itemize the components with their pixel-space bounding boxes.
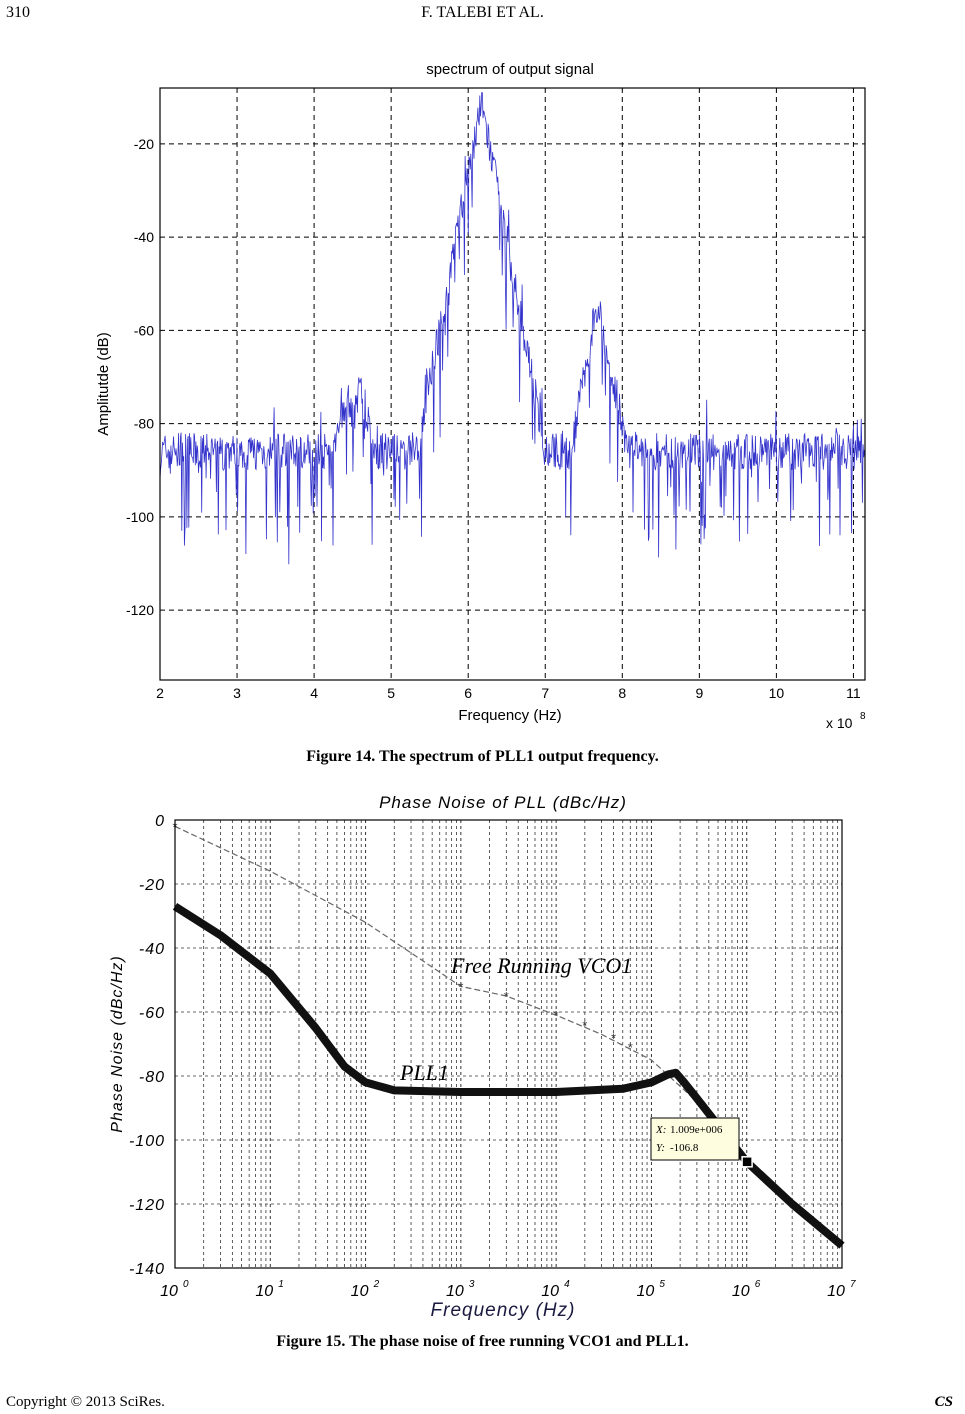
x-tick-exponent: 7 <box>850 1279 856 1290</box>
x-tick-label: 2 <box>156 685 164 701</box>
x-tick-exponent: 2 <box>373 1279 380 1290</box>
x-tick-exponent: 3 <box>468 1279 475 1290</box>
tick-labels <box>126 136 861 701</box>
plot-frame <box>175 820 842 1268</box>
x-tick-label: 10 <box>827 1283 845 1300</box>
y-tick-label: -80 <box>138 1069 165 1086</box>
plot-frame <box>160 88 865 680</box>
x-tick-label: 7 <box>541 685 550 701</box>
x-tick-label: 3 <box>233 685 241 701</box>
x-tick-exponent: 0 <box>183 1279 189 1290</box>
vco1-marker: * <box>582 1017 588 1033</box>
x-axis-label: Frequency (Hz) <box>430 1300 576 1321</box>
vco1-marker: * <box>172 819 178 835</box>
pll1-series-label: PLL1 <box>400 1060 449 1085</box>
copyright: Copyright © 2013 SciRes. <box>6 1394 165 1410</box>
chart-title: Phase Noise of PLL (dBc/Hz) <box>379 793 627 812</box>
datatip-marker <box>742 1157 752 1167</box>
grid <box>160 88 865 680</box>
y-tick-label: -60 <box>133 322 154 339</box>
y-axis-label: Phase Noise (dBc/Hz) <box>109 955 126 1133</box>
x-tick-label: 10 <box>350 1283 369 1300</box>
datatip-x-label: X: <box>656 1124 667 1136</box>
page-number: 310 <box>6 4 30 21</box>
x-tick-label: 6 <box>464 685 473 701</box>
running-header: F. TALEBI ET AL. <box>421 4 544 21</box>
chart-title: spectrum of output signal <box>426 61 594 78</box>
vco1-marker: * <box>458 979 464 995</box>
x-multiplier-exponent: 8 <box>860 711 866 722</box>
y-tick-label: -20 <box>138 877 165 894</box>
x-tick-label: 8 <box>618 685 627 701</box>
x-tick-exponent: 6 <box>754 1279 761 1290</box>
x-tick-label: 5 <box>387 685 396 701</box>
vco1-marker: * <box>627 1040 633 1056</box>
vco1-marker: * <box>610 1030 617 1046</box>
y-tick-label: -40 <box>133 229 154 246</box>
figure-15-caption: Figure 15. The phase noise of free running VCO1 and PLL1. <box>276 1333 689 1350</box>
y-axis-label: Amplitutde (dB) <box>95 332 112 436</box>
y-tick-label: -100 <box>125 508 154 525</box>
spectrum-series-line <box>160 93 865 565</box>
y-tick-label: -60 <box>138 1005 165 1022</box>
y-tick-label: -120 <box>125 602 154 619</box>
vco1-series-label: Free Running VCO1 <box>451 953 633 978</box>
x-tick-label: 4 <box>310 685 318 701</box>
spectrum-chart <box>60 50 880 740</box>
x-tick-label: 11 <box>846 685 861 701</box>
x-tick-label: 10 <box>160 1283 178 1300</box>
vco1-series-line <box>175 826 842 1242</box>
y-tick-label: -120 <box>128 1197 165 1214</box>
x-tick-exponent: 4 <box>564 1279 570 1290</box>
phase-noise-chart <box>95 785 865 1325</box>
journal-abbrev: CS <box>934 1394 953 1410</box>
x-tick-label: 10 <box>768 685 785 701</box>
x-axis-label: Frequency (Hz) <box>458 707 562 724</box>
figure-14-caption: Figure 14. The spectrum of PLL1 output frequency. <box>306 748 659 765</box>
x-tick-exponent: 5 <box>659 1279 665 1290</box>
datatip-y-value: -106.8 <box>670 1142 699 1154</box>
x-tick-label: 9 <box>695 685 704 701</box>
grid <box>175 820 842 1268</box>
vco1-marker: * <box>553 1008 559 1024</box>
x-tick-exponent: 1 <box>278 1279 284 1290</box>
x-tick-label: 10 <box>636 1283 655 1300</box>
y-tick-label: 0 <box>155 813 165 830</box>
y-tick-label: -100 <box>128 1133 165 1150</box>
y-tick-label: -140 <box>128 1261 165 1278</box>
x-tick-label: 10 <box>445 1283 464 1300</box>
datatip <box>651 1118 739 1160</box>
x-tick-label: 10 <box>541 1283 560 1300</box>
y-tick-label: -40 <box>138 941 165 958</box>
x-multiplier: x 10 <box>826 715 853 731</box>
x-tick-label: 10 <box>255 1283 274 1300</box>
y-tick-label: -80 <box>133 415 154 432</box>
datatip-y-label: Y: <box>656 1142 666 1154</box>
y-tick-label: -20 <box>133 135 154 152</box>
x-tick-label: 10 <box>731 1283 750 1300</box>
vco1-marker: * <box>503 989 509 1004</box>
datatip-x-value: 1.009e+006 <box>670 1124 723 1136</box>
